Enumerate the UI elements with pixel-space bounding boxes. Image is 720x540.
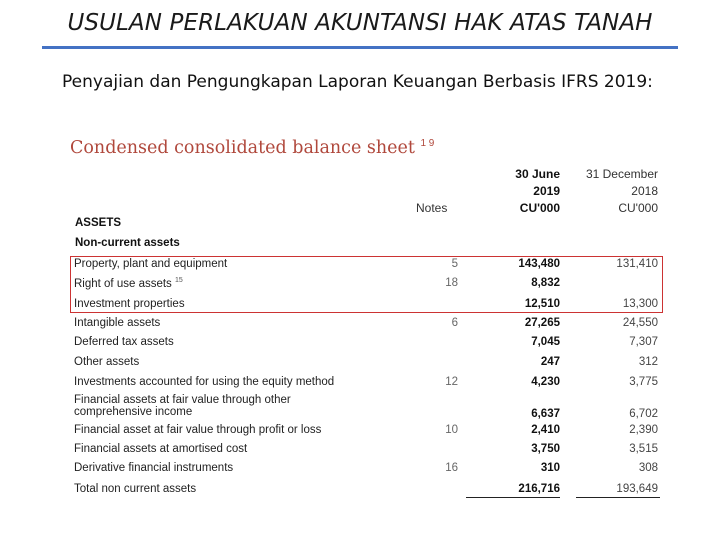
row-label xyxy=(74,277,183,290)
row-value-current: 247 xyxy=(540,356,560,368)
table-row xyxy=(0,443,720,461)
title-underline xyxy=(42,46,678,49)
row-label-sup: 15 xyxy=(175,277,183,284)
row-value-current: 4,230 xyxy=(531,376,560,388)
row-value-current: 3,750 xyxy=(531,443,560,455)
row-label-continuation: comprehensive income xyxy=(74,406,193,418)
balance-sheet-title-text: Condensed consolidated balance sheet xyxy=(70,138,415,158)
row-label xyxy=(74,443,247,455)
row-value-prior: 6,702 xyxy=(629,408,658,420)
row-label xyxy=(74,356,139,368)
row-label xyxy=(74,336,174,348)
table-row xyxy=(0,394,720,420)
row-value-current: 12,510 xyxy=(524,298,560,310)
row-value-current: 7,045 xyxy=(531,336,560,348)
row-value-prior: 2,390 xyxy=(629,424,658,436)
row-note: 6 xyxy=(451,317,458,329)
row-label-text: Intangible assets xyxy=(74,317,161,329)
row-label xyxy=(74,424,321,436)
column-header-current xyxy=(480,166,560,217)
table-row xyxy=(0,258,720,276)
row-label xyxy=(74,394,291,418)
balance-sheet-title-sup: 1 9 xyxy=(420,138,435,150)
row-value-prior: 3,775 xyxy=(629,376,658,388)
row-label xyxy=(74,258,227,270)
row-value-prior: 312 xyxy=(638,356,658,368)
row-label xyxy=(74,483,196,495)
column-header-prior xyxy=(568,166,658,217)
row-value-prior: 7,307 xyxy=(629,336,658,348)
row-value-prior: 308 xyxy=(638,462,658,474)
row-label-text: Deferred tax assets xyxy=(74,336,174,348)
slide-title: USULAN PERLAKUAN AKUNTANSI HAK ATAS TANAH xyxy=(67,10,653,36)
row-label-text: Financial assets at fair value through other xyxy=(74,394,291,406)
table-row xyxy=(0,483,720,501)
row-value-current: 6,637 xyxy=(531,408,560,420)
row-label-text: Investments accounted for using the equity method xyxy=(74,376,335,388)
table-row xyxy=(0,317,720,335)
row-label-text: Financial asset at fair value through profit or loss xyxy=(74,424,322,436)
current-unit: CU'000 xyxy=(519,201,560,215)
prior-unit: CU'000 xyxy=(618,201,658,215)
subsection-heading-non-current: Non-current assets xyxy=(75,237,180,249)
row-label xyxy=(74,376,334,388)
row-label xyxy=(74,462,233,474)
row-label-text: Derivative financial instruments xyxy=(74,462,234,474)
table-row xyxy=(0,424,720,442)
row-value-current: 2,410 xyxy=(531,424,560,436)
row-label-text: Total non current assets xyxy=(74,483,197,495)
prior-period-line1: 31 December xyxy=(585,167,658,181)
table-row xyxy=(0,462,720,480)
row-value-prior: 3,515 xyxy=(629,443,658,455)
row-value-current: 143,480 xyxy=(518,258,560,270)
table-row xyxy=(0,356,720,374)
total-underline-prior xyxy=(576,497,660,498)
table-row xyxy=(0,277,720,295)
section-heading-assets: ASSETS xyxy=(75,217,122,229)
column-header-notes: Notes xyxy=(416,201,448,215)
row-label-text: Right of use assets xyxy=(74,277,172,290)
balance-sheet-title xyxy=(70,138,434,158)
row-note: 18 xyxy=(445,277,458,289)
row-value-current: 310 xyxy=(540,462,560,474)
row-label-text: Property, plant and equipment xyxy=(74,258,228,270)
row-label xyxy=(74,317,160,329)
row-value-prior: 13,300 xyxy=(622,298,658,310)
row-note: 10 xyxy=(445,424,458,436)
table-row xyxy=(0,376,720,394)
current-period-line1: 30 June xyxy=(515,167,560,181)
row-value-current: 27,265 xyxy=(524,317,560,329)
row-value-current: 216,716 xyxy=(518,483,560,495)
row-label-text: Financial assets at amortised cost xyxy=(74,443,248,455)
row-value-prior: 24,550 xyxy=(622,317,658,329)
row-label-text: Other assets xyxy=(74,356,140,368)
table-row xyxy=(0,298,720,316)
row-note: 16 xyxy=(445,462,458,474)
slide-subtitle: Penyajian dan Pengungkapan Laporan Keuangan Berbasis IFRS 2019: xyxy=(62,72,653,92)
table-row xyxy=(0,336,720,354)
total-underline-current xyxy=(466,497,560,498)
row-note: 5 xyxy=(451,258,458,270)
row-value-current: 8,832 xyxy=(531,277,560,289)
row-label-text: Investment properties xyxy=(74,298,185,310)
current-period-line2: 2019 xyxy=(533,184,560,198)
row-note: 12 xyxy=(445,376,458,388)
row-label xyxy=(74,298,185,310)
row-value-prior: 193,649 xyxy=(616,483,658,495)
row-value-prior: 131,410 xyxy=(616,258,658,270)
prior-period-line2: 2018 xyxy=(631,184,658,198)
